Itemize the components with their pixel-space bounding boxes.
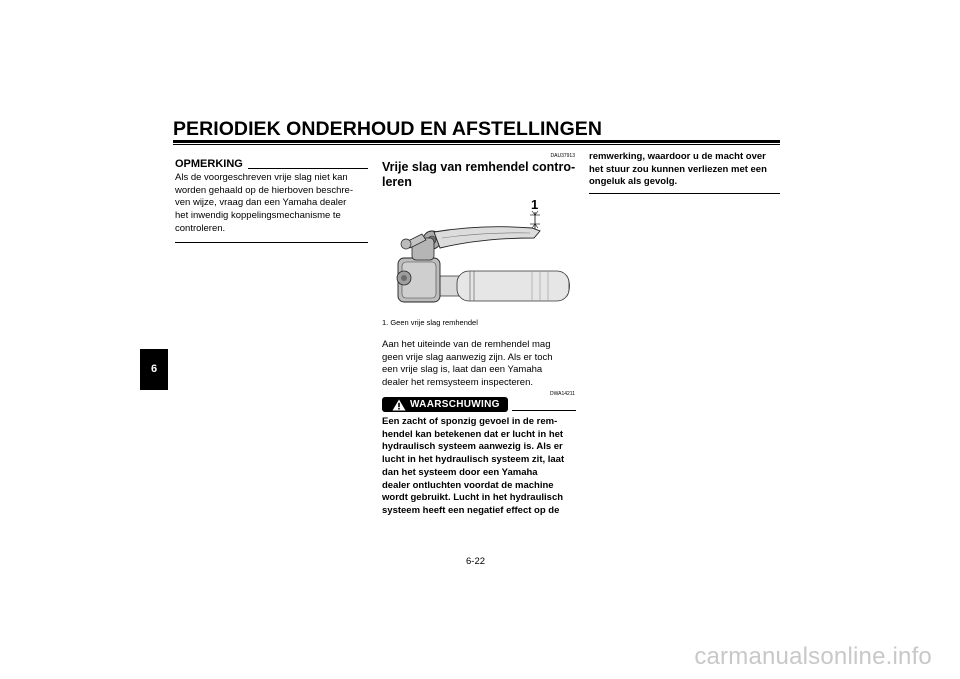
warning-line: het stuur zou kunnen verliezen met een xyxy=(589,163,767,175)
figure-callout: 1 xyxy=(531,198,539,212)
warning-end-rule xyxy=(589,193,780,194)
note-line: controleren. xyxy=(175,222,226,234)
watermark: carmanualsonline.info xyxy=(694,643,932,670)
note-end-rule xyxy=(175,242,368,243)
section-body-line: dealer het remsysteem inspecteren. xyxy=(382,377,534,389)
section-code: DAU37913 xyxy=(550,153,575,159)
warning-line: remwerking, waardoor u de macht over xyxy=(589,151,766,162)
section-body-line: een vrije slag is, laat dan een Yamaha xyxy=(382,364,543,376)
title-rule xyxy=(173,140,780,143)
note-heading: OPMERKING xyxy=(175,158,243,170)
warning-line: hendel kan betekenen dat er lucht in het xyxy=(382,428,564,440)
warning-line: wordt gebruikt. Lucht in het hydraulisch xyxy=(382,492,564,504)
note-line: Als de voorgeschreven vrije slag niet kan xyxy=(175,172,348,183)
warning-line: lucht in het hydraulisch systeem zit, laat xyxy=(382,454,565,466)
page-title: PERIODIEK ONDERHOUD EN AFSTELLINGEN xyxy=(173,118,602,140)
page-number: 6-22 xyxy=(466,556,486,567)
section-body-line: geen vrije slag aanwezig zijn. Als er toch xyxy=(382,351,553,363)
warning-rule xyxy=(512,410,576,411)
brake-lever-illustration xyxy=(382,198,576,310)
section-title xyxy=(382,160,577,190)
note-line: het inwendig koppelingsmechanisme te xyxy=(175,210,341,222)
warning-line: dealer ontluchten voordat de machine xyxy=(382,479,554,491)
note-line: worden gehaald op de hierboven beschre- xyxy=(175,184,353,196)
section-body-line: Aan het uiteinde van de remhendel mag xyxy=(382,339,551,350)
warning-line: dan het systeem door een Yamaha xyxy=(382,466,538,478)
figure-caption: 1. Geen vrije slag remhendel xyxy=(382,318,478,327)
note-heading-rule xyxy=(248,168,368,169)
section-title-line: leren xyxy=(382,175,412,189)
warning-line: Een zacht of sponzig gevoel in de rem- xyxy=(382,416,558,427)
warning-code: DWA14211 xyxy=(549,391,575,397)
section-body xyxy=(382,339,576,390)
warning-label: WAARSCHUWING xyxy=(410,399,500,410)
note-line: ven wijze, vraag dan een Yamaha dealer xyxy=(175,197,347,209)
chapter-tab[interactable]: 6 xyxy=(140,349,168,390)
warning-line: ongeluk als gevolg. xyxy=(589,176,678,188)
note-body xyxy=(175,172,368,236)
title-rule-thin xyxy=(173,144,780,145)
warning-badge xyxy=(382,397,508,412)
warning-body xyxy=(382,416,576,518)
section-title-line: Vrije slag van remhendel contro- xyxy=(382,160,576,174)
warning-continuation xyxy=(589,151,780,189)
warning-line: systeem heeft een negatief effect op de xyxy=(382,504,560,516)
warning-triangle-icon xyxy=(392,399,406,411)
warning-line: hydraulisch systeem aanwezig is. Als er xyxy=(382,441,563,453)
